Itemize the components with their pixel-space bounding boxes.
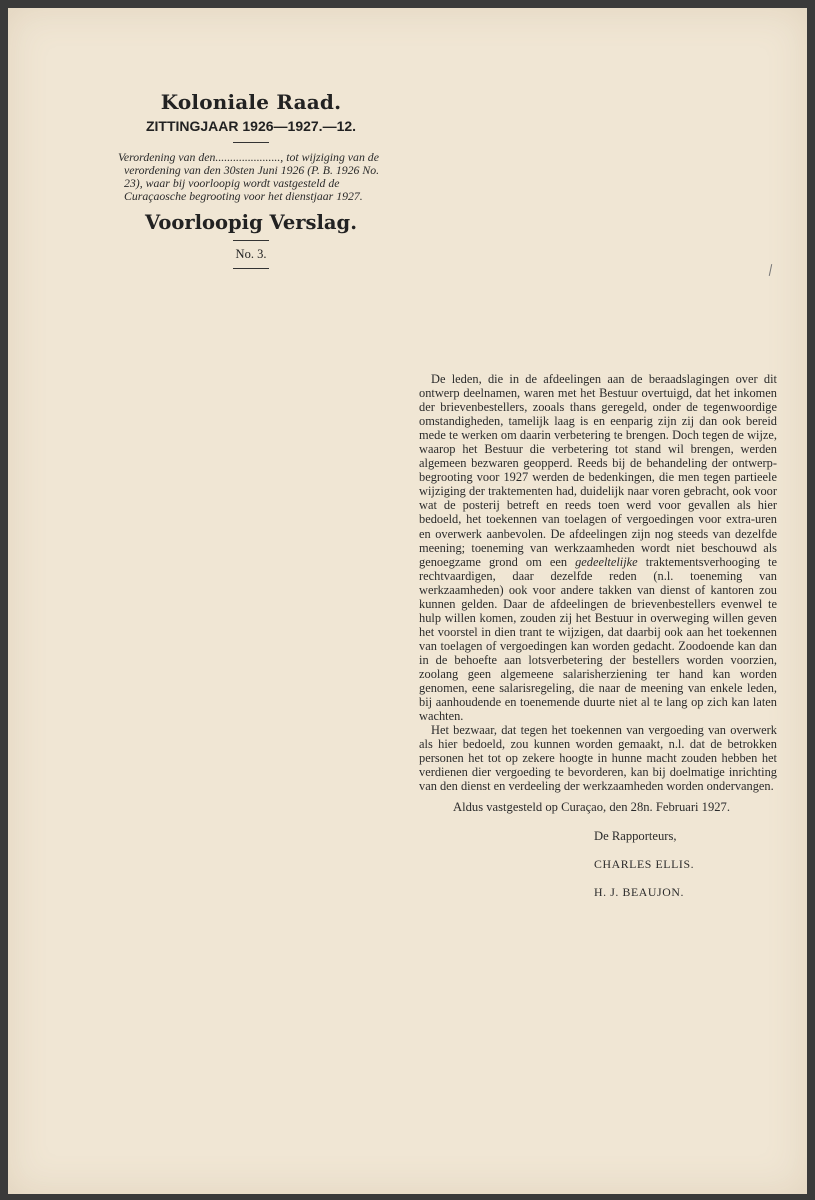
divider: [233, 268, 269, 269]
paragraph-text: traktementsverhooging te rechtvaardigen, daar dezelfde reden (n.l. toeneming van werkzaamheden) ook voor andere takken van dienst of kantoren zou kunnen gelden. Daar de afdeelingen de brievenbestellers evenwel te hulp willen komen, zouden zij het Bestuur in overweging willen geven het voorstel in dien trant te wijzigen, dat daarbij ook aan het toekennen van toelagen of vergoedingen kan worden gedacht. Zoodoende kan dan in de behoefte aan lotsverbetering der bestellers worden voorzien, zoolang geen algemeene salarisherziening ter hand kan worden genomen, eene salarisregeling, die naar de meening van enkele leden, bij aanhoudende en toenemende duurte niet al te lang op zich kan laten wachten.: [419, 554, 777, 724]
paragraph: [419, 372, 777, 723]
document-page: [8, 8, 807, 1194]
report-body: [419, 372, 777, 793]
signer-name: H. J. BEAUJON.: [594, 885, 684, 899]
session-year: ZITTINGJAAR 1926—1927.—12.: [145, 118, 357, 134]
paragraph: Het bezwaar, dat tegen het toekennen van vergoeding van overwerk als hier bedoeld, zou kunnen worden gemaakt, n.l. dat de betrokken personen het tot op zekere hoogte in hunne macht zouden hebben het verdienen dier vergoeding te bevorderen, kan bij doelmatige inrichting van den dienst en verdeeling der werkzaamheden worden ondervangen.: [419, 723, 777, 794]
signer-name: CHARLES ELLIS.: [594, 857, 695, 871]
ordinance-description: Verordening van den......................, tot wijziging van de verordening van den 30sten Juni 1926 (P. B. 1926 No. 23), waar bij voorloopig wordt vastgesteld de Curaçaosche begrooting voor het dienstjaar 1927.: [118, 150, 380, 203]
adoption-line: Aldus vastgesteld op Curaçao, den 28n. Februari 1927.: [453, 800, 731, 814]
signoff-block: [419, 800, 777, 900]
paragraph-text: De leden, die in de afdeelingen aan de beraadslagingen over dit ontwerp deelnamen, waren met het Bestuur overtuigd, dat het inkomen der brievenbestellers, zooals thans geregeld, onder de tegenwoordige omstandigheden, tamelijk laag is en eenparig zijn zij dan ook bereid mede te werken om daarin verbetering te brengen. Doch tegen de wijze, waarop het Bestuur die verbetering tot stand wil brengen, werden algemeen bezwaren geopperd. Reeds bij de behandeling der ontwerp-begrooting voor 1927 werden de bedenkingen, die men tegen partieele wijziging der traktementen had, duidelijk naar voren gebracht, ook voor wat de posterij betreft en reeds toen werd voor gevallen als hier bedoeld, het toekennen van toelagen of vergoedingen voor extra-uren en overwerk aanbevolen. De afdeelingen zijn nog steeds van dezelfde meening; toeneming van werkzaamheden wordt niet beschouwd als genoegzame grond om een: [419, 372, 777, 569]
report-number: No. 3.: [235, 247, 267, 261]
divider: [233, 142, 269, 143]
council-title: Koloniale Raad.: [160, 90, 342, 114]
rapporteurs-label: De Rapporteurs,: [594, 829, 677, 843]
document-header: [118, 90, 384, 275]
pencil-mark: [769, 264, 772, 276]
divider: [233, 240, 269, 241]
emphasis-text: gedeeltelijke: [575, 554, 638, 569]
report-title: Voorloopig Verslag.: [145, 211, 357, 234]
